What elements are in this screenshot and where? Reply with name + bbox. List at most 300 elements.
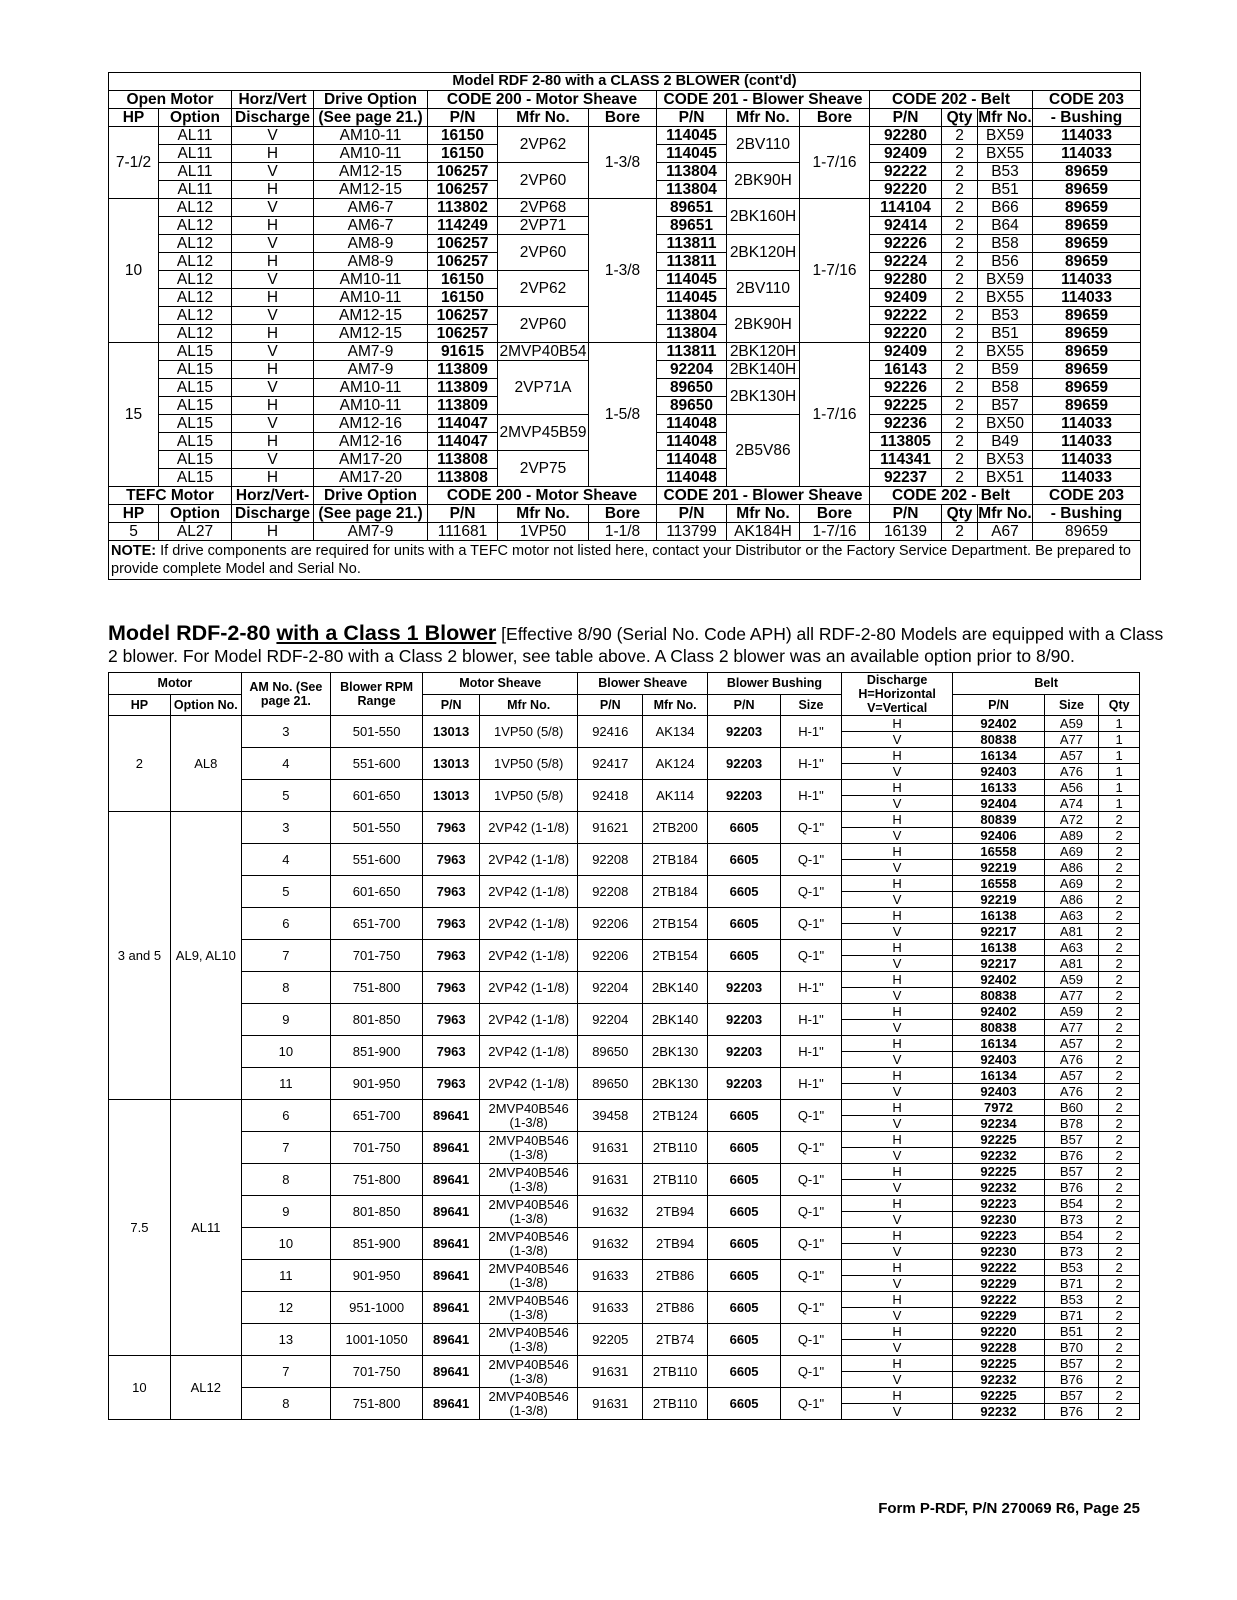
discharge-cell: V: [232, 415, 314, 433]
am-number-cell: 6: [241, 908, 330, 940]
table-row: [109, 1196, 1140, 1212]
class1-blower-drive-table: [108, 672, 1140, 1420]
blower-bushing-size: H-1": [781, 972, 842, 1004]
column-header: Discharge H=Horizontal V=Vertical: [841, 673, 953, 716]
column-header: Size: [1044, 694, 1099, 716]
tefc-cell: 1-1/8: [589, 523, 657, 541]
belt-pn: 92280: [870, 271, 942, 289]
discharge-cell: H: [841, 844, 953, 860]
drive-option-cell: AM12-15: [314, 325, 428, 343]
hp-cell: 10: [109, 199, 159, 343]
belt-pn: 92223: [953, 1228, 1044, 1244]
belt-pn: 92229: [953, 1308, 1044, 1324]
blower-bushing-pn: 6605: [708, 1260, 781, 1292]
drive-option-cell: AM10-11: [314, 289, 428, 307]
column-header: Bore: [800, 505, 870, 523]
motor-sheave-mfr: 2VP42 (1-1/8): [480, 812, 578, 844]
discharge-cell: H: [841, 940, 953, 956]
belt-qty: 2: [942, 145, 978, 163]
belt-mfr: B49: [978, 433, 1033, 451]
motor-sheave-mfr: 2MVP40B546 (1-3/8): [480, 1356, 578, 1388]
belt-qty: 2: [942, 181, 978, 199]
belt-size: A63: [1044, 940, 1099, 956]
belt-qty: 2: [1099, 844, 1140, 860]
motor-bore-cell: 1-5/8: [589, 343, 657, 487]
discharge-cell: V: [841, 988, 953, 1004]
blower-sheave-mfr: 2TB124: [643, 1100, 708, 1132]
belt-pn: 16133: [953, 780, 1044, 796]
motor-sheave-mfr: 1VP50 (5/8): [480, 780, 578, 812]
column-group-header: Horz/Vert: [232, 91, 314, 109]
blower-sheave-mfr: 2TB86: [643, 1260, 708, 1292]
belt-size: A59: [1044, 972, 1099, 988]
rpm-range-cell: 701-750: [330, 1132, 422, 1164]
discharge-cell: H: [232, 181, 314, 199]
rpm-range-cell: 501-550: [330, 716, 422, 748]
discharge-cell: H: [232, 325, 314, 343]
blower-sheave-mfr: 2BK120H: [727, 235, 800, 271]
discharge-cell: V: [841, 1404, 953, 1420]
column-group-header: TEFC Motor: [109, 487, 232, 505]
belt-size: B57: [1044, 1356, 1099, 1372]
table-row: [109, 876, 1140, 892]
option-cell: AL15: [159, 451, 232, 469]
belt-size: B73: [1044, 1212, 1099, 1228]
belt-qty: 2: [942, 235, 978, 253]
motor-sheave-pn: 114249: [428, 217, 498, 235]
column-header: Mfr No.: [978, 504, 1032, 522]
belt-mfr: B51: [978, 325, 1033, 343]
column-header: P/N: [428, 109, 498, 127]
belt-pn: 16134: [953, 1068, 1044, 1084]
option-cell: AL15: [159, 361, 232, 379]
blower-sheave-mfr: 2BK140H: [727, 361, 800, 379]
blower-sheave-pn: 113811: [657, 235, 727, 253]
blower-sheave-mfr: 2TB184: [643, 844, 708, 876]
belt-pn: 16134: [953, 1036, 1044, 1052]
belt-size: A69: [1044, 876, 1099, 892]
note-row: [109, 541, 1141, 580]
belt-pn: 92232: [953, 1148, 1044, 1164]
column-header: Mfr No.: [643, 694, 708, 716]
belt-size: B73: [1044, 1244, 1099, 1260]
blower-sheave-pn: 114048: [657, 469, 727, 487]
motor-sheave-pn: 7963: [423, 1068, 480, 1100]
blower-sheave-pn: 91631: [578, 1164, 643, 1196]
motor-sheave-mfr: 2MVP40B546 (1-3/8): [480, 1260, 578, 1292]
discharge-cell: V: [232, 343, 314, 361]
belt-size: B60: [1044, 1100, 1099, 1116]
belt-qty: 2: [1099, 1324, 1140, 1340]
blower-bushing-size: Q-1": [781, 1100, 842, 1132]
bushing-cell: 89659: [1033, 181, 1141, 199]
belt-pn: 92229: [953, 1276, 1044, 1292]
belt-size: A76: [1044, 764, 1099, 780]
motor-sheave-pn: 16150: [428, 271, 498, 289]
discharge-cell: V: [232, 451, 314, 469]
belt-qty: 2: [942, 397, 978, 415]
discharge-cell: H: [841, 1036, 953, 1052]
discharge-cell: H: [841, 748, 953, 764]
motor-sheave-pn: 113808: [428, 469, 498, 487]
belt-size: A76: [1044, 1052, 1099, 1068]
belt-mfr: BX55: [978, 343, 1033, 361]
blower-bushing-size: Q-1": [781, 876, 842, 908]
belt-pn: 92220: [870, 325, 942, 343]
blower-sheave-pn: 92208: [578, 876, 643, 908]
discharge-cell: V: [232, 235, 314, 253]
column-group-header: Drive Option: [314, 91, 428, 109]
option-cell: AL11: [170, 1100, 241, 1356]
discharge-cell: H: [841, 876, 953, 892]
belt-pn: 92402: [953, 1004, 1044, 1020]
belt-mfr: BX59: [978, 127, 1033, 145]
motor-sheave-mfr: 2MVP45B59: [498, 415, 589, 451]
motor-sheave-mfr: 2MVP40B546 (1-3/8): [480, 1292, 578, 1324]
belt-size: B76: [1044, 1404, 1099, 1420]
blower-bushing-size: Q-1": [781, 1324, 842, 1356]
belt-pn: 92232: [953, 1180, 1044, 1196]
table-row: [109, 1292, 1140, 1308]
belt-qty: 2: [942, 271, 978, 289]
column-header: Bore: [589, 109, 657, 127]
motor-sheave-mfr: 2MVP40B546 (1-3/8): [480, 1100, 578, 1132]
table-row: [109, 908, 1140, 924]
motor-sheave-pn: 89641: [423, 1292, 480, 1324]
belt-pn: 92232: [953, 1372, 1044, 1388]
belt-pn: 16138: [953, 940, 1044, 956]
belt-qty: 2: [942, 127, 978, 145]
blower-sheave-mfr: 2TB94: [643, 1228, 708, 1260]
belt-size: A69: [1044, 844, 1099, 860]
table-row: [109, 1324, 1140, 1340]
belt-pn: 92234: [953, 1116, 1044, 1132]
blower-bushing-size: H-1": [781, 748, 842, 780]
belt-pn: 92219: [953, 860, 1044, 876]
belt-pn: 92403: [953, 1084, 1044, 1100]
belt-size: A81: [1044, 924, 1099, 940]
blower-sheave-pn: 114048: [657, 415, 727, 433]
bushing-cell: 89659: [1033, 163, 1141, 181]
blower-bushing-pn: 6605: [708, 1132, 781, 1164]
rpm-range-cell: 551-600: [330, 748, 422, 780]
discharge-cell: V: [841, 1276, 953, 1292]
belt-size: A57: [1044, 748, 1099, 764]
belt-size: A74: [1044, 796, 1099, 812]
motor-bore-cell: 1-3/8: [589, 127, 657, 199]
blower-sheave-pn: 89650: [657, 379, 727, 397]
belt-pn: 92230: [953, 1244, 1044, 1260]
header-row: [109, 91, 1141, 109]
motor-sheave-pn: 106257: [428, 181, 498, 199]
discharge-cell: H: [841, 1388, 953, 1404]
header-row: [109, 109, 1141, 127]
motor-sheave-pn: 13013: [423, 716, 480, 748]
discharge-cell: H: [841, 1068, 953, 1084]
tefc-cell: H: [232, 523, 314, 541]
drive-option-cell: AM12-16: [314, 415, 428, 433]
option-cell: AL15: [159, 343, 232, 361]
table-row: [109, 940, 1140, 956]
belt-mfr: B57: [978, 397, 1033, 415]
column-header: - Bushing: [1033, 505, 1141, 523]
belt-pn: 92226: [870, 379, 942, 397]
column-header: Qty: [1099, 694, 1140, 716]
drive-option-cell: AM7-9: [314, 361, 428, 379]
belt-qty: 2: [1099, 1388, 1140, 1404]
motor-sheave-mfr: 2VP60: [498, 235, 589, 271]
belt-qty: 2: [1099, 1228, 1140, 1244]
rpm-range-cell: 751-800: [330, 1164, 422, 1196]
bushing-cell: 89659: [1033, 397, 1141, 415]
column-header: P/N: [428, 505, 498, 523]
table-row: [109, 844, 1140, 860]
discharge-cell: H: [232, 433, 314, 451]
blower-sheave-mfr: 2BK140: [643, 1004, 708, 1036]
rpm-range-cell: 1001-1050: [330, 1324, 422, 1356]
blower-sheave-mfr: 2BV110: [727, 271, 800, 307]
belt-pn: 92232: [953, 1404, 1044, 1420]
discharge-cell: H: [232, 289, 314, 307]
belt-pn: 114341: [870, 451, 942, 469]
rpm-range-cell: 601-650: [330, 876, 422, 908]
belt-qty: 2: [942, 199, 978, 217]
belt-size: A77: [1044, 732, 1099, 748]
belt-pn: 92217: [953, 924, 1044, 940]
belt-pn: 92225: [870, 397, 942, 415]
belt-qty: 2: [1099, 1212, 1140, 1228]
motor-sheave-pn: 16150: [428, 127, 498, 145]
blower-bushing-pn: 6605: [708, 876, 781, 908]
discharge-cell: V: [841, 1244, 953, 1260]
blower-bushing-size: H-1": [781, 1068, 842, 1100]
blower-bushing-size: H-1": [781, 780, 842, 812]
blower-bore-cell: 1-7/16: [800, 127, 870, 199]
column-header: Mfr No.: [498, 109, 589, 127]
discharge-cell: H: [841, 812, 953, 828]
column-header: P/N: [423, 694, 480, 716]
belt-pn: 92403: [953, 1052, 1044, 1068]
column-group-header: CODE 201 - Blower Sheave: [657, 487, 870, 505]
motor-sheave-pn: 113809: [428, 361, 498, 379]
belt-pn: 92409: [870, 343, 942, 361]
belt-size: A72: [1044, 812, 1099, 828]
belt-qty: 2: [1099, 1084, 1140, 1100]
belt-mfr: BX51: [978, 469, 1033, 487]
motor-sheave-pn: 114047: [428, 433, 498, 451]
motor-sheave-mfr: 2MVP40B546 (1-3/8): [480, 1228, 578, 1260]
column-header: P/N: [657, 109, 727, 127]
belt-mfr: B59: [978, 361, 1033, 379]
hp-cell: 3 and 5: [109, 812, 171, 1100]
motor-sheave-pn: 106257: [428, 163, 498, 181]
bushing-cell: 114033: [1033, 289, 1141, 307]
blower-sheave-mfr: 2TB94: [643, 1196, 708, 1228]
blower-sheave-mfr: 2TB200: [643, 812, 708, 844]
blower-bushing-pn: 92203: [708, 1036, 781, 1068]
motor-sheave-mfr: 2VP42 (1-1/8): [480, 1004, 578, 1036]
column-header: Mfr No.: [978, 108, 1032, 126]
belt-qty: 1: [1099, 796, 1140, 812]
motor-sheave-pn: 7963: [423, 1036, 480, 1068]
belt-mfr: BX50: [978, 415, 1033, 433]
rpm-range-cell: 801-850: [330, 1004, 422, 1036]
column-header: Discharge: [232, 505, 314, 523]
option-cell: AL15: [159, 397, 232, 415]
belt-qty: 2: [942, 415, 978, 433]
blower-sheave-pn: 89651: [657, 217, 727, 235]
table-row: [109, 1228, 1140, 1244]
motor-sheave-pn: 113809: [428, 397, 498, 415]
option-cell: AL15: [159, 433, 232, 451]
motor-sheave-pn: 7963: [423, 940, 480, 972]
rpm-range-cell: 751-800: [330, 972, 422, 1004]
belt-size: B76: [1044, 1372, 1099, 1388]
hp-cell: 15: [109, 343, 159, 487]
belt-qty: 2: [1099, 1148, 1140, 1164]
belt-qty: 2: [1099, 1196, 1140, 1212]
option-cell: AL12: [159, 289, 232, 307]
motor-sheave-pn: 106257: [428, 325, 498, 343]
blower-bushing-pn: 92203: [708, 972, 781, 1004]
blower-sheave-pn: 92204: [578, 1004, 643, 1036]
column-header: Option: [159, 505, 232, 523]
rpm-range-cell: 701-750: [330, 1356, 422, 1388]
belt-qty: 2: [942, 379, 978, 397]
bushing-cell: 114033: [1033, 145, 1141, 163]
blower-sheave-mfr: AK124: [643, 748, 708, 780]
belt-pn: 80838: [953, 988, 1044, 1004]
belt-mfr: B53: [978, 307, 1033, 325]
blower-bushing-size: Q-1": [781, 940, 842, 972]
blower-sheave-pn: 91633: [578, 1292, 643, 1324]
header-row: [109, 487, 1141, 505]
belt-qty: 2: [942, 343, 978, 361]
belt-size: B53: [1044, 1260, 1099, 1276]
am-number-cell: 11: [241, 1260, 330, 1292]
blower-sheave-mfr: 2TB74: [643, 1324, 708, 1356]
rpm-range-cell: 901-950: [330, 1260, 422, 1292]
rpm-range-cell: 951-1000: [330, 1292, 422, 1324]
am-number-cell: 6: [241, 1100, 330, 1132]
discharge-cell: V: [841, 1180, 953, 1196]
tefc-cell: AK184H: [727, 523, 800, 541]
discharge-cell: V: [841, 828, 953, 844]
motor-sheave-pn: 89641: [423, 1356, 480, 1388]
belt-qty: 2: [1099, 1180, 1140, 1196]
belt-pn: 92402: [953, 972, 1044, 988]
discharge-cell: H: [232, 361, 314, 379]
belt-qty: 2: [1099, 1036, 1140, 1052]
option-cell: AL9, AL10: [170, 812, 241, 1100]
belt-pn: 16558: [953, 844, 1044, 860]
belt-qty: 1: [1099, 764, 1140, 780]
belt-size: A63: [1044, 908, 1099, 924]
discharge-cell: V: [841, 1212, 953, 1228]
blower-sheave-mfr: 2TB110: [643, 1356, 708, 1388]
motor-sheave-mfr: 2VP75: [498, 451, 589, 487]
blower-sheave-pn: 91632: [578, 1196, 643, 1228]
blower-sheave-pn: 114045: [657, 289, 727, 307]
motor-sheave-pn: 89641: [423, 1164, 480, 1196]
motor-sheave-pn: 7963: [423, 908, 480, 940]
am-number-cell: 3: [241, 716, 330, 748]
column-group-header: Belt: [953, 673, 1140, 695]
hp-cell: 10: [109, 1356, 171, 1420]
rpm-range-cell: 851-900: [330, 1228, 422, 1260]
table-row: [109, 1164, 1140, 1180]
blower-sheave-pn: 113811: [657, 343, 727, 361]
drive-option-cell: AM7-9: [314, 343, 428, 361]
blower-sheave-mfr: 2BK130: [643, 1068, 708, 1100]
belt-pn: 92224: [870, 253, 942, 271]
belt-pn: 92220: [870, 181, 942, 199]
blower-sheave-pn: 91632: [578, 1228, 643, 1260]
belt-qty: 2: [1099, 1164, 1140, 1180]
blower-sheave-pn: 91631: [578, 1388, 643, 1420]
column-header: HP: [109, 694, 171, 716]
discharge-cell: V: [841, 892, 953, 908]
drive-option-cell: AM12-15: [314, 307, 428, 325]
belt-qty: 2: [1099, 828, 1140, 844]
motor-sheave-pn: 89641: [423, 1228, 480, 1260]
blower-sheave-pn: 91631: [578, 1356, 643, 1388]
tefc-cell: A67: [978, 523, 1033, 541]
belt-qty: 2: [1099, 1116, 1140, 1132]
drive-option-cell: AM8-9: [314, 235, 428, 253]
belt-size: A89: [1044, 828, 1099, 844]
belt-qty: 2: [1099, 1132, 1140, 1148]
belt-pn: 92222: [953, 1292, 1044, 1308]
belt-pn: 92403: [953, 764, 1044, 780]
blower-bushing-pn: 6605: [708, 1356, 781, 1388]
blower-bushing-pn: 92203: [708, 780, 781, 812]
blower-sheave-mfr: 2TB110: [643, 1132, 708, 1164]
motor-sheave-pn: 13013: [423, 748, 480, 780]
belt-qty: 2: [1099, 1004, 1140, 1020]
motor-sheave-pn: 89641: [423, 1388, 480, 1420]
belt-pn: 92225: [953, 1132, 1044, 1148]
bushing-cell: 89659: [1033, 253, 1141, 271]
discharge-cell: V: [232, 163, 314, 181]
belt-size: B57: [1044, 1132, 1099, 1148]
discharge-cell: H: [841, 1196, 953, 1212]
blower-bushing-pn: 92203: [708, 1004, 781, 1036]
rpm-range-cell: 701-750: [330, 940, 422, 972]
belt-pn: 80838: [953, 732, 1044, 748]
belt-qty: 2: [1099, 924, 1140, 940]
rpm-range-cell: 651-700: [330, 908, 422, 940]
discharge-cell: V: [841, 860, 953, 876]
column-group-header: Blower Bushing: [708, 673, 842, 695]
rpm-range-cell: 501-550: [330, 812, 422, 844]
option-cell: AL11: [159, 163, 232, 181]
blower-sheave-mfr: 2TB86: [643, 1292, 708, 1324]
am-number-cell: 10: [241, 1036, 330, 1068]
blower-sheave-pn: 92208: [578, 844, 643, 876]
belt-qty: 2: [942, 325, 978, 343]
belt-pn: 92225: [953, 1356, 1044, 1372]
column-header: P/N: [657, 505, 727, 523]
belt-pn: 92409: [870, 145, 942, 163]
rpm-range-cell: 651-700: [330, 1100, 422, 1132]
motor-sheave-pn: 7963: [423, 1004, 480, 1036]
am-number-cell: 7: [241, 1132, 330, 1164]
blower-sheave-pn: 89650: [578, 1068, 643, 1100]
bushing-cell: 114033: [1033, 271, 1141, 289]
am-number-cell: 12: [241, 1292, 330, 1324]
table-row: [109, 1100, 1140, 1116]
